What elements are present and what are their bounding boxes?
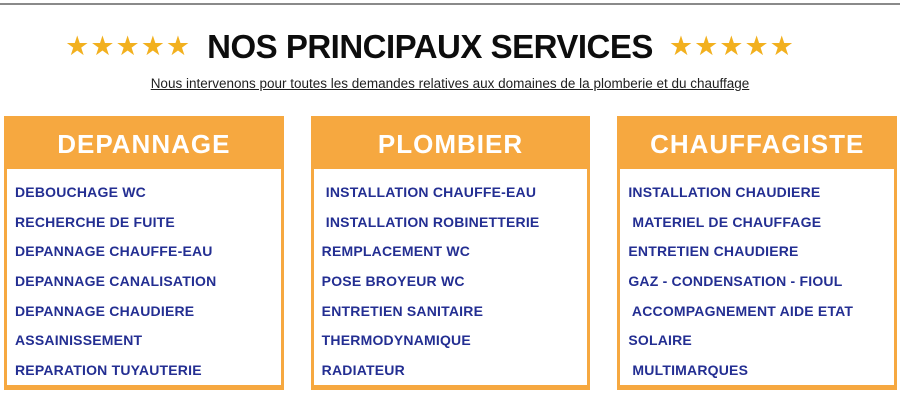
panel-header-plombier: PLOMBIER [314,119,588,169]
service-item[interactable]: REMPLACEMENT WC [321,243,471,260]
service-list-plombier [314,169,588,385]
star-rating-icon-right: ★★★★★ [668,31,795,62]
service-item[interactable]: SOLAIRE [628,332,692,349]
top-divider [0,3,900,5]
service-item[interactable]: RADIATEUR [321,362,405,379]
service-item[interactable]: ASSAINISSEMENT [15,332,143,349]
service-item[interactable]: RECHERCHE DE FUITE [15,213,175,230]
service-item[interactable]: ACCOMPAGNEMENT AIDE ETAT [628,302,854,319]
service-item[interactable]: MULTIMARQUES [628,362,749,379]
service-item[interactable]: MATERIEL DE CHAUFFAGE [628,213,822,230]
service-item[interactable]: REPARATION TUYAUTERIE [15,362,202,379]
panel-plombier [311,116,591,390]
service-item[interactable]: GAZ - CONDENSATION - FIOUL [628,273,843,290]
page-title: NOS PRINCIPAUX SERVICES [207,28,653,65]
service-item[interactable]: ENTRETIEN CHAUDIERE [628,243,799,260]
star-rating-icon-left: ★★★★★ [65,31,192,62]
title-row [0,30,860,63]
service-item[interactable]: DEPANNAGE CHAUFFE-EAU [15,243,213,260]
service-item[interactable]: DEBOUCHAGE WC [15,183,146,200]
service-item[interactable]: INSTALLATION CHAUFFE-EAU [321,183,537,200]
service-item[interactable]: ENTRETIEN SANITAIRE [321,302,484,319]
service-list-chauffagiste [620,169,894,385]
service-item[interactable]: DEPANNAGE CANALISATION [15,273,217,290]
panel-depannage [4,116,284,390]
service-item[interactable]: INSTALLATION ROBINETTERIE [321,213,540,230]
service-item[interactable]: INSTALLATION CHAUDIERE [628,183,821,200]
services-columns [4,116,897,390]
service-item[interactable]: THERMODYNAMIQUE [321,332,471,349]
service-item[interactable]: POSE BROYEUR WC [321,273,465,290]
panel-header-depannage: DEPANNAGE [7,119,281,169]
panel-chauffagiste [617,116,897,390]
panel-header-chauffagiste: CHAUFFAGISTE [620,119,894,169]
page-subtitle: Nous intervenons pour toutes les demandes relatives aux domaines de la plomberie et du chauffage [150,76,750,91]
service-list-depannage [7,169,281,385]
service-item[interactable]: DEPANNAGE CHAUDIERE [15,302,195,319]
